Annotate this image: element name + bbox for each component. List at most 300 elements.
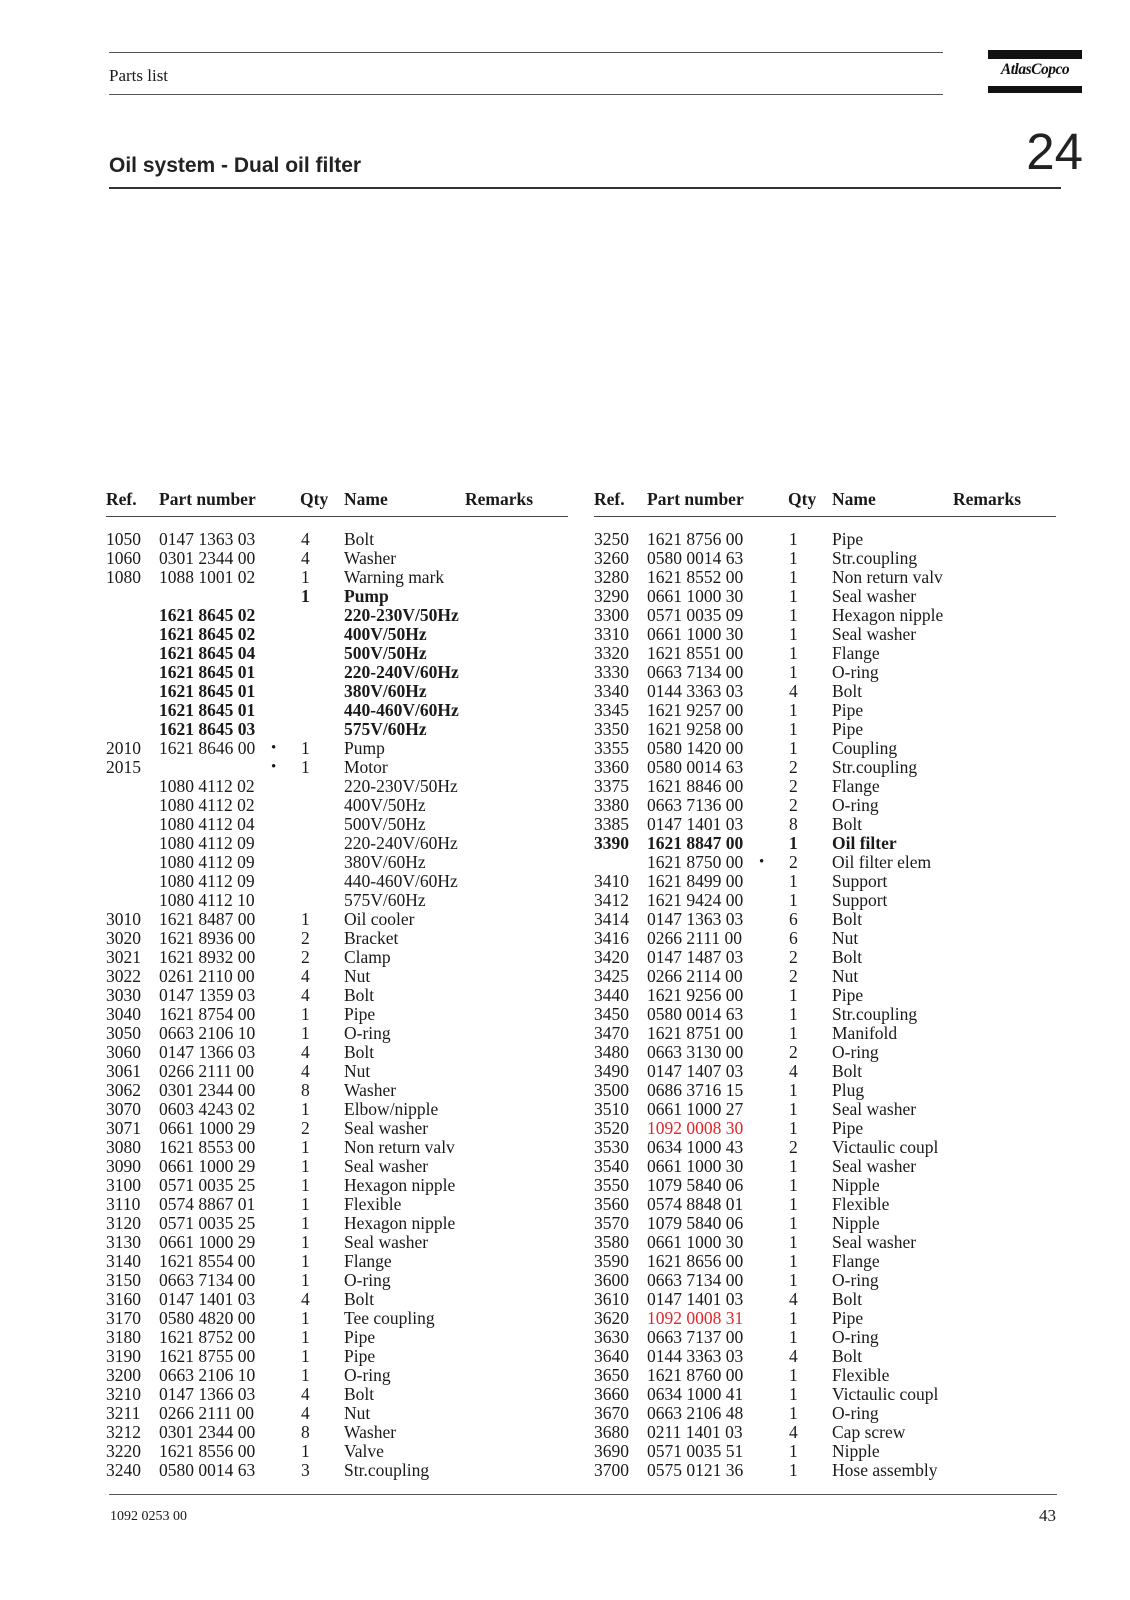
header-remarks: Remarks [953, 489, 1022, 509]
part-number-cell: 0686 3716 15 [647, 1080, 744, 1100]
part-number-cell: 1621 8751 00 [647, 1023, 744, 1043]
qty-cell: 2 [301, 1118, 310, 1138]
part-number-cell: 1621 9258 00 [647, 719, 744, 739]
qty-cell: 1 [301, 1232, 310, 1252]
ref-cell: 3414 [594, 909, 629, 929]
name-cell: O-ring [832, 1327, 879, 1347]
ref-cell: 3450 [594, 1004, 629, 1024]
part-number-cell: 0661 1000 29 [159, 1118, 256, 1138]
page-number: 43 [1039, 1506, 1056, 1525]
part-number-cell: 1092 0008 30 [647, 1118, 744, 1138]
part-number-cell: 1079 5840 06 [647, 1175, 744, 1195]
ref-cell: 3416 [594, 928, 629, 948]
header-rule [594, 516, 1056, 517]
parts-list-label: Parts list [109, 66, 169, 85]
qty-cell: 1 [789, 1441, 798, 1461]
name-cell: 380V/60Hz [344, 681, 427, 701]
qty-cell: 1 [301, 1270, 310, 1290]
name-cell: Seal washer [832, 624, 917, 644]
name-cell: Tee coupling [344, 1308, 435, 1328]
header-rule [106, 516, 568, 517]
part-number-cell: 0661 1000 29 [159, 1156, 256, 1176]
ref-cell: 3650 [594, 1365, 629, 1385]
name-cell: Valve [344, 1441, 384, 1461]
part-number-cell: 0571 0035 09 [647, 605, 744, 625]
name-cell: Plug [832, 1080, 865, 1100]
name-cell: Pump [344, 738, 385, 758]
header-part-number: Part number [647, 489, 744, 509]
name-cell: Seal washer [832, 586, 917, 606]
name-cell: Non return valv [832, 567, 943, 587]
qty-cell: 1 [789, 1460, 798, 1480]
qty-cell: 1 [789, 567, 798, 587]
part-number-cell: 0301 2344 00 [159, 548, 256, 568]
part-number-cell: 1621 8752 00 [159, 1327, 256, 1347]
ref-cell: 3220 [106, 1441, 141, 1461]
qty-cell: 1 [789, 738, 798, 758]
qty-cell: 4 [301, 529, 310, 549]
qty-cell: 1 [301, 1004, 310, 1024]
ref-cell: 3290 [594, 586, 629, 606]
part-number-cell: 0663 3130 00 [647, 1042, 744, 1062]
ref-cell: 3070 [106, 1099, 141, 1119]
qty-cell: 1 [789, 1118, 798, 1138]
name-cell: Bolt [344, 1289, 375, 1309]
part-number-cell: 1088 1001 02 [159, 567, 256, 587]
ref-cell: 3660 [594, 1384, 629, 1404]
part-number-cell: 1621 9256 00 [647, 985, 744, 1005]
bullet-mark: • [271, 759, 277, 775]
name-cell: Str.coupling [832, 757, 918, 777]
qty-cell: 1 [301, 1365, 310, 1385]
part-number-cell: 1621 8487 00 [159, 909, 256, 929]
part-number-cell: 1621 8645 02 [159, 605, 256, 625]
qty-cell: 1 [789, 1403, 798, 1423]
ref-cell: 3590 [594, 1251, 629, 1271]
part-number-cell: 0571 0035 25 [159, 1175, 256, 1195]
name-cell: 220-240V/60Hz [344, 662, 459, 682]
name-cell: O-ring [832, 795, 879, 815]
ref-cell: 3110 [106, 1194, 141, 1214]
name-cell: Oil filter [832, 833, 897, 853]
name-cell: Hose assembly [832, 1460, 938, 1480]
name-cell: Cap screw [832, 1422, 906, 1442]
ref-cell: 3690 [594, 1441, 629, 1461]
part-number-cell: 0147 1407 03 [647, 1061, 744, 1081]
name-cell: Seal washer [344, 1156, 429, 1176]
header-ref: Ref. [106, 489, 137, 509]
header-top-rule [109, 52, 943, 53]
qty-cell: 2 [789, 966, 798, 986]
part-number-cell: 1621 8645 04 [159, 643, 256, 663]
part-number-cell: 1621 8554 00 [159, 1251, 256, 1271]
qty-cell: 1 [789, 1080, 798, 1100]
part-number-cell: 0147 1359 03 [159, 985, 256, 1005]
name-cell: Victaulic coupl [832, 1384, 939, 1404]
ref-cell: 3320 [594, 643, 629, 663]
qty-cell: 1 [789, 1194, 798, 1214]
header-bottom-rule [109, 94, 943, 95]
qty-cell: 1 [789, 1099, 798, 1119]
qty-cell: 4 [301, 1403, 310, 1423]
part-number-cell: 0571 0035 25 [159, 1213, 256, 1233]
ref-cell: 3600 [594, 1270, 629, 1290]
ref-cell: 3021 [106, 947, 141, 967]
ref-cell: 3300 [594, 605, 629, 625]
ref-cell: 3520 [594, 1118, 629, 1138]
part-number-cell: 1092 0008 31 [647, 1308, 744, 1328]
part-number-cell: 1621 8552 00 [647, 567, 744, 587]
ref-cell: 3050 [106, 1023, 141, 1043]
name-cell: Flexible [344, 1194, 402, 1214]
name-cell: 575V/60Hz [344, 890, 426, 910]
ref-cell: 3240 [106, 1460, 141, 1480]
ref-cell: 3340 [594, 681, 629, 701]
qty-cell: 4 [789, 681, 798, 701]
part-number-cell: 0147 1366 03 [159, 1042, 256, 1062]
name-cell: Flange [344, 1251, 392, 1271]
name-cell: Support [832, 890, 888, 910]
header-qty: Qty [788, 489, 817, 509]
ref-cell: 3350 [594, 719, 629, 739]
name-cell: Seal washer [832, 1232, 917, 1252]
part-number-cell: 1621 8553 00 [159, 1137, 256, 1157]
ref-cell: 3640 [594, 1346, 629, 1366]
qty-cell: 4 [301, 548, 310, 568]
qty-cell: 2 [301, 947, 310, 967]
name-cell: Nut [832, 928, 859, 948]
ref-cell: 3190 [106, 1346, 141, 1366]
part-number-cell: 1621 9424 00 [647, 890, 744, 910]
name-cell: Coupling [832, 738, 898, 758]
header-name: Name [832, 489, 876, 509]
qty-cell: 6 [789, 928, 798, 948]
qty-cell: 1 [301, 1194, 310, 1214]
name-cell: O-ring [344, 1023, 391, 1043]
ref-cell: 3420 [594, 947, 629, 967]
header-name: Name [344, 489, 388, 509]
part-number-cell: 0147 1363 03 [647, 909, 744, 929]
part-number-cell: 1621 8556 00 [159, 1441, 256, 1461]
header-remarks: Remarks [465, 489, 534, 509]
part-number-cell: 0266 2111 00 [647, 928, 742, 948]
part-number-cell: 0661 1000 27 [647, 1099, 744, 1119]
qty-cell: 1 [301, 909, 310, 929]
qty-cell: 4 [301, 985, 310, 1005]
qty-cell: 1 [789, 1327, 798, 1347]
part-number-cell: 1621 8551 00 [647, 643, 744, 663]
name-cell: Bolt [344, 985, 375, 1005]
ref-cell: 3610 [594, 1289, 629, 1309]
ref-cell: 3670 [594, 1403, 629, 1423]
ref-cell: 3375 [594, 776, 629, 796]
ref-cell: 3160 [106, 1289, 141, 1309]
name-cell: Pipe [832, 1308, 864, 1328]
ref-cell: 3410 [594, 871, 629, 891]
part-number-cell: 0661 1000 30 [647, 586, 744, 606]
qty-cell: 1 [789, 1270, 798, 1290]
ref-cell: 3080 [106, 1137, 141, 1157]
name-cell: Seal washer [344, 1118, 429, 1138]
document-number: 1092 0253 00 [110, 1509, 187, 1524]
ref-cell: 3330 [594, 662, 629, 682]
qty-cell: 2 [789, 795, 798, 815]
part-number-cell: 0580 1420 00 [647, 738, 744, 758]
part-number-cell: 0147 1363 03 [159, 529, 256, 549]
qty-cell: 4 [301, 1289, 310, 1309]
name-cell: Hexagon nipple [832, 605, 944, 625]
section-title: Oil system - Dual oil filter [109, 154, 362, 177]
part-number-cell: 0147 1487 03 [647, 947, 744, 967]
ref-cell: 3470 [594, 1023, 629, 1043]
name-cell: Bolt [832, 681, 863, 701]
name-cell: Seal washer [832, 1099, 917, 1119]
qty-cell: 2 [301, 928, 310, 948]
qty-cell: 1 [301, 1346, 310, 1366]
ref-cell: 3540 [594, 1156, 629, 1176]
name-cell: Pipe [344, 1004, 376, 1024]
part-number-cell: 0580 4820 00 [159, 1308, 256, 1328]
qty-cell: 8 [301, 1422, 310, 1442]
part-number-cell: 0266 2111 00 [159, 1403, 254, 1423]
ref-cell: 3550 [594, 1175, 629, 1195]
part-number-cell: 1621 8756 00 [647, 529, 744, 549]
name-cell: Pipe [832, 1118, 864, 1138]
bullet-mark: • [759, 854, 765, 870]
ref-cell: 3570 [594, 1213, 629, 1233]
part-number-cell: 0301 2344 00 [159, 1422, 256, 1442]
name-cell: Str.coupling [832, 1004, 918, 1024]
qty-cell: 4 [789, 1061, 798, 1081]
name-cell: Pipe [344, 1327, 376, 1347]
part-number-cell: 1621 8645 03 [159, 719, 256, 739]
name-cell: Str.coupling [832, 548, 918, 568]
part-number-cell: 1080 4112 09 [159, 833, 255, 853]
ref-cell: 3510 [594, 1099, 629, 1119]
part-number-cell: 1621 9257 00 [647, 700, 744, 720]
header-qty: Qty [300, 489, 329, 509]
ref-cell: 3211 [106, 1403, 141, 1423]
name-cell: Bolt [344, 1042, 375, 1062]
name-cell: Washer [344, 1080, 397, 1100]
part-number-cell: 0663 2106 48 [647, 1403, 744, 1423]
qty-cell: 2 [789, 776, 798, 796]
qty-cell: 1 [301, 567, 310, 587]
part-number-cell: 1621 8846 00 [647, 776, 744, 796]
ref-cell: 3180 [106, 1327, 141, 1347]
part-number-cell: 0147 1401 03 [159, 1289, 256, 1309]
ref-cell: 3060 [106, 1042, 141, 1062]
part-number-cell: 0663 7136 00 [647, 795, 744, 815]
name-cell: Nut [344, 966, 371, 986]
name-cell: 220-230V/50Hz [344, 605, 459, 625]
qty-cell: 2 [789, 757, 798, 777]
qty-cell: 4 [301, 1384, 310, 1404]
part-number-cell: 0266 2111 00 [159, 1061, 254, 1081]
name-cell: Bolt [832, 1346, 863, 1366]
name-cell: Seal washer [344, 1232, 429, 1252]
qty-cell: 4 [789, 1346, 798, 1366]
name-cell: Washer [344, 548, 397, 568]
part-number-cell: 1621 8760 00 [647, 1365, 744, 1385]
part-number-cell: 0661 1000 30 [647, 624, 744, 644]
name-cell: 400V/50Hz [344, 624, 427, 644]
ref-cell: 3150 [106, 1270, 141, 1290]
ref-cell: 3700 [594, 1460, 629, 1480]
part-number-cell: 0571 0035 51 [647, 1441, 744, 1461]
part-number-cell: 0663 7134 00 [647, 1270, 744, 1290]
part-number-cell: 1080 4112 04 [159, 814, 255, 834]
ref-cell: 3022 [106, 966, 141, 986]
name-cell: Washer [344, 1422, 397, 1442]
qty-cell: 1 [789, 1004, 798, 1024]
ref-cell: 3500 [594, 1080, 629, 1100]
qty-cell: 8 [301, 1080, 310, 1100]
name-cell: 220-230V/50Hz [344, 776, 458, 796]
name-cell: Str.coupling [344, 1460, 430, 1480]
ref-cell: 3040 [106, 1004, 141, 1024]
ref-cell: 3100 [106, 1175, 141, 1195]
part-number-cell: 1621 8645 01 [159, 681, 256, 701]
name-cell: 400V/50Hz [344, 795, 426, 815]
part-number-cell: 0574 8867 01 [159, 1194, 256, 1214]
qty-cell: 1 [789, 890, 798, 910]
name-cell: O-ring [344, 1270, 391, 1290]
part-number-cell: 1080 4112 09 [159, 871, 255, 891]
ref-cell: 3385 [594, 814, 629, 834]
qty-cell: 1 [301, 1308, 310, 1328]
name-cell: Bolt [832, 814, 863, 834]
qty-cell: 1 [789, 1384, 798, 1404]
name-cell: Oil filter elem [832, 852, 932, 872]
part-number-cell: 0661 1000 30 [647, 1232, 744, 1252]
header-part-number: Part number [159, 489, 256, 509]
ref-cell: 3412 [594, 890, 629, 910]
name-cell: Bracket [344, 928, 399, 948]
part-number-cell: 1080 4112 02 [159, 795, 255, 815]
qty-cell: 4 [301, 1042, 310, 1062]
name-cell: Bolt [344, 1384, 375, 1404]
name-cell: Pipe [832, 985, 864, 1005]
name-cell: 575V/60Hz [344, 719, 427, 739]
part-number-cell: 1080 4112 10 [159, 890, 255, 910]
name-cell: 500V/50Hz [344, 643, 427, 663]
qty-cell: 1 [301, 1327, 310, 1347]
ref-cell: 3020 [106, 928, 141, 948]
name-cell: 220-240V/60Hz [344, 833, 458, 853]
qty-cell: 8 [789, 814, 798, 834]
qty-cell: 1 [301, 1175, 310, 1195]
name-cell: Pipe [832, 529, 864, 549]
part-number-cell: 0663 2106 10 [159, 1023, 256, 1043]
part-number-cell: 0261 2110 00 [159, 966, 255, 986]
qty-cell: 1 [301, 586, 310, 606]
name-cell: Non return valv [344, 1137, 455, 1157]
part-number-cell: 0663 7137 00 [647, 1327, 744, 1347]
part-number-cell: 0661 1000 30 [647, 1156, 744, 1176]
name-cell: Flange [832, 1251, 880, 1271]
qty-cell: 1 [789, 1365, 798, 1385]
part-number-cell: 0575 0121 36 [647, 1460, 744, 1480]
qty-cell: 1 [789, 1023, 798, 1043]
ref-cell: 3490 [594, 1061, 629, 1081]
part-number-cell: 0574 8848 01 [647, 1194, 744, 1214]
ref-cell: 3380 [594, 795, 629, 815]
qty-cell: 1 [301, 1137, 310, 1157]
part-number-cell: 1621 8646 00 [159, 738, 256, 758]
name-cell: Warning mark [344, 567, 445, 587]
name-cell: Motor [344, 757, 388, 777]
qty-cell: 1 [789, 662, 798, 682]
qty-cell: 4 [301, 966, 310, 986]
name-cell: Nipple [832, 1175, 880, 1195]
part-number-cell: 0661 1000 29 [159, 1232, 256, 1252]
qty-cell: 4 [301, 1061, 310, 1081]
qty-cell: 6 [789, 909, 798, 929]
qty-cell: 1 [789, 985, 798, 1005]
atlas-copco-logo [988, 50, 1082, 94]
part-number-cell: 0147 1366 03 [159, 1384, 256, 1404]
ref-cell: 3010 [106, 909, 141, 929]
qty-cell: 1 [789, 548, 798, 568]
part-number-cell: 1080 4112 02 [159, 776, 255, 796]
ref-cell: 3030 [106, 985, 141, 1005]
ref-cell: 2015 [106, 757, 141, 777]
qty-cell: 1 [789, 833, 798, 853]
name-cell: Seal washer [832, 1156, 917, 1176]
name-cell: Bolt [832, 1289, 863, 1309]
qty-cell: 1 [789, 624, 798, 644]
ref-cell: 1050 [106, 529, 141, 549]
ref-cell: 3061 [106, 1061, 141, 1081]
qty-cell: 3 [301, 1460, 310, 1480]
part-number-cell: 0580 0014 63 [647, 548, 744, 568]
part-number-cell: 1621 8645 01 [159, 662, 256, 682]
qty-cell: 1 [301, 757, 310, 777]
ref-cell: 3620 [594, 1308, 629, 1328]
ref-cell: 3680 [594, 1422, 629, 1442]
name-cell: Nut [344, 1403, 371, 1423]
part-number-cell: 0663 7134 00 [159, 1270, 256, 1290]
qty-cell: 1 [789, 719, 798, 739]
name-cell: Pump [344, 586, 389, 606]
part-number-cell: 1621 8499 00 [647, 871, 744, 891]
part-number-cell: 0580 0014 63 [159, 1460, 256, 1480]
qty-cell: 1 [789, 1232, 798, 1252]
name-cell: Manifold [832, 1023, 898, 1043]
part-number-cell: 1621 8932 00 [159, 947, 256, 967]
ref-cell: 3440 [594, 985, 629, 1005]
ref-cell: 3360 [594, 757, 629, 777]
name-cell: Support [832, 871, 888, 891]
name-cell: Hexagon nipple [344, 1175, 456, 1195]
qty-cell: 2 [789, 1137, 798, 1157]
qty-cell: 1 [301, 1023, 310, 1043]
name-cell: O-ring [832, 1042, 879, 1062]
name-cell: Pipe [832, 700, 864, 720]
name-cell: O-ring [832, 1270, 879, 1290]
ref-cell: 3130 [106, 1232, 141, 1252]
ref-cell: 3071 [106, 1118, 141, 1138]
qty-cell: 1 [301, 1251, 310, 1271]
ref-cell: 3355 [594, 738, 629, 758]
part-number-cell: 0663 7134 00 [647, 662, 744, 682]
name-cell: O-ring [832, 662, 879, 682]
qty-cell: 1 [301, 1099, 310, 1119]
qty-cell: 1 [789, 1175, 798, 1195]
qty-cell: 1 [301, 738, 310, 758]
name-cell: Nipple [832, 1441, 880, 1461]
